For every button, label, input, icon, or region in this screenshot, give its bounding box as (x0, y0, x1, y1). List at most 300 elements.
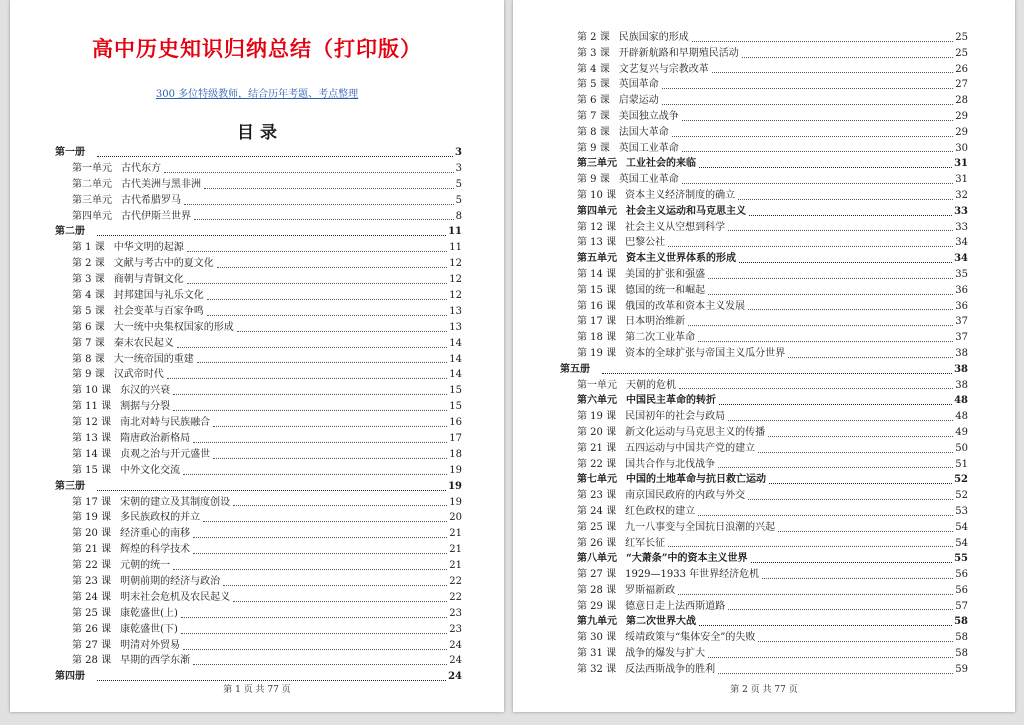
toc-entry-page-number: 48 (954, 395, 968, 407)
toc-entry-page-number: 24 (449, 655, 462, 667)
toc-entry-page-number: 11 (449, 242, 462, 254)
dot-leader (193, 553, 447, 554)
toc-entry-number: 第四单元 (577, 205, 617, 217)
toc-entry-page-number: 13 (449, 321, 462, 333)
toc-entry-title: 明朝前期的经济与政治 (120, 576, 221, 588)
dot-leader (751, 562, 953, 563)
toc-entry-page-number: 52 (954, 474, 968, 486)
dot-leader (204, 188, 454, 189)
toc-entry-lesson[interactable] (55, 240, 462, 256)
dot-leader (237, 331, 448, 332)
toc-entry-number: 第八单元 (577, 553, 617, 565)
dot-leader (769, 483, 952, 484)
toc-entry-lesson[interactable] (560, 172, 968, 188)
toc-entry-title: 古代希腊罗马 (121, 194, 181, 206)
toc-entry-number: 第 3 课 (72, 274, 105, 286)
toc-entry-page-number: 27 (955, 79, 968, 91)
toc-entry-lesson[interactable] (55, 288, 462, 304)
toc-entry-lesson[interactable] (55, 606, 462, 622)
toc-entry-page-number: 18 (449, 448, 462, 460)
dot-leader (668, 546, 953, 547)
toc-entry-unit[interactable] (560, 378, 968, 394)
page-footer: 第 1 页 共 77 页 (223, 685, 291, 695)
toc-entry-unit[interactable] (560, 472, 968, 488)
toc-entry-title: 战争的爆发与扩大 (625, 648, 706, 660)
toc-entry-number: 第四册 (55, 671, 85, 683)
toc-entry-lesson[interactable] (560, 299, 968, 315)
toc-entry-lesson[interactable] (55, 463, 462, 479)
toc-entry-title: 古代伊斯兰世界 (121, 210, 191, 222)
dot-leader (187, 283, 448, 284)
toc-entry-unit[interactable] (560, 551, 968, 567)
toc-entry-page-number: 15 (449, 401, 462, 413)
toc-entry-page-number: 54 (955, 537, 968, 549)
toc-entry-book[interactable] (55, 145, 462, 161)
toc-entry-title: 民族国家的形成 (618, 32, 689, 43)
toc-entry-number: 第 19 课 (577, 411, 617, 423)
toc-entry-page-number: 14 (449, 369, 462, 381)
toc-entry-number: 第 2 课 (577, 32, 610, 43)
toc-entry-number: 第 20 课 (72, 528, 112, 540)
dot-leader (164, 172, 454, 173)
dot-leader (719, 404, 952, 405)
toc-entry-title: 开辟新航路和早期殖民活动 (618, 47, 739, 59)
toc-entry-lesson[interactable] (55, 558, 462, 574)
toc-entry-title: 社会主义从空想到科学 (625, 221, 726, 233)
toc-entry-page-number: 58 (954, 616, 968, 628)
toc-entry-lesson[interactable] (55, 542, 462, 558)
toc-entry-page-number: 36 (955, 284, 968, 296)
toc-entry-number: 第三单元 (577, 158, 617, 170)
toc-entry-number: 第 32 课 (577, 663, 617, 675)
toc-entry-lesson[interactable] (560, 30, 968, 46)
toc-entry-page-number: 11 (448, 226, 462, 238)
toc-entry-number: 第 5 课 (72, 305, 105, 317)
dot-leader (184, 204, 454, 205)
toc-entry-page-number: 19 (449, 496, 462, 508)
toc-entry-page-number: 3 (455, 162, 462, 174)
toc-entry-page-number: 5 (455, 178, 462, 190)
toc-entry-page-number: 24 (448, 671, 462, 683)
toc-entry-title: 红色政权的建立 (625, 505, 696, 517)
toc-entry-page-number: 19 (448, 480, 462, 492)
toc-entry-lesson[interactable] (560, 188, 968, 204)
toc-entry-unit[interactable] (560, 393, 968, 409)
toc-entry-unit[interactable] (560, 204, 968, 220)
dot-leader (788, 357, 953, 358)
dot-leader (193, 664, 447, 665)
toc-entry-page-number: 22 (449, 591, 462, 603)
toc-entry-page-number: 58 (955, 648, 968, 660)
toc-entry-title: 早期的西学东渐 (120, 655, 191, 667)
toc-entry-number: 第 13 课 (577, 237, 617, 249)
toc-entry-page-number: 22 (449, 576, 462, 588)
toc-entry-number: 第 4 课 (72, 290, 105, 301)
toc-entry-unit[interactable] (55, 161, 462, 177)
toc-entry-title: 大一统中央集权国家的形成 (113, 321, 234, 333)
dot-leader (207, 315, 448, 316)
toc-entry-title: 古代东方 (121, 162, 161, 174)
toc-entry-page-number: 54 (955, 521, 968, 533)
toc-entry-lesson[interactable] (55, 304, 462, 320)
document-page-1 (10, 0, 504, 712)
toc-entry-lesson[interactable] (55, 399, 462, 415)
dot-leader (193, 537, 447, 538)
toc-entry-number: 第 24 课 (577, 505, 617, 517)
toc-entry-title: 第二次世界大战 (626, 616, 696, 628)
toc-entry-page-number: 37 (955, 332, 968, 344)
toc-entry-page-number: 35 (955, 268, 968, 280)
toc-entry-lesson[interactable] (55, 383, 462, 399)
toc-entry-title: 美国的扩张和强盛 (625, 268, 706, 280)
toc-entry-page-number: 33 (955, 221, 968, 233)
toc-entry-page-number: 25 (955, 32, 968, 43)
dot-leader (183, 649, 447, 650)
toc-entry-page-number: 21 (449, 560, 462, 572)
dot-leader (217, 267, 448, 268)
toc-entry-number: 第 6 课 (577, 95, 610, 107)
toc-entry-title: “大萧条”中的资本主义世界 (626, 553, 748, 565)
toc-entry-lesson[interactable] (560, 330, 968, 346)
toc-entry-page-number: 20 (449, 512, 462, 524)
dot-leader (768, 436, 953, 437)
toc-entry-number: 第 26 课 (72, 623, 112, 635)
toc-entry-page-number: 31 (955, 174, 968, 186)
toc-entry-page-number: 14 (449, 337, 462, 349)
toc-entry-lesson[interactable] (55, 510, 462, 526)
toc-entry-page-number: 12 (449, 274, 462, 286)
toc-entry-page-number: 17 (449, 433, 462, 445)
toc-entry-page-number: 53 (955, 505, 968, 517)
toc-entry-number: 第 1 课 (72, 242, 105, 254)
toc-entry-lesson[interactable] (560, 488, 968, 504)
toc-entry-title: 俄国的改革和资本主义发展 (625, 300, 746, 312)
toc-entry-title: 明清对外贸易 (120, 639, 181, 651)
toc-entry-title: 启蒙运动 (618, 95, 659, 107)
toc-entry-page-number: 8 (455, 210, 462, 222)
toc-entry-lesson[interactable] (560, 583, 968, 599)
toc-entry-lesson[interactable] (560, 220, 968, 236)
toc-entry-lesson[interactable] (55, 415, 462, 431)
toc-entry-lesson[interactable] (55, 272, 462, 288)
dot-leader (97, 156, 453, 157)
dot-leader (662, 88, 954, 89)
toc-entry-number: 第五单元 (577, 253, 617, 265)
toc-entry-number: 第五册 (560, 363, 590, 375)
document-page-2 (513, 0, 1015, 712)
dot-leader (748, 499, 953, 500)
toc-entry-book[interactable] (55, 669, 462, 685)
toc-entry-number: 第 6 课 (72, 321, 105, 333)
dot-leader (748, 309, 953, 310)
toc-entry-title: 英国工业革命 (618, 174, 679, 186)
toc-entry-title: 红军长征 (625, 537, 666, 549)
toc-entry-number: 第 22 课 (72, 560, 112, 572)
toc-entry-page-number: 38 (954, 363, 968, 375)
toc-entry-number: 第 9 课 (577, 142, 610, 154)
toc-entry-page-number: 29 (955, 126, 968, 138)
dot-leader (193, 442, 447, 443)
dot-leader (738, 199, 953, 200)
dot-leader (682, 120, 954, 121)
toc-entry-page-number: 12 (449, 290, 462, 301)
toc-entry-number: 第 2 课 (72, 258, 105, 270)
toc-entry-title: 反法西斯战争的胜利 (625, 663, 716, 675)
toc-entry-title: 割据与分裂 (120, 401, 171, 413)
toc-entry-lesson[interactable] (560, 504, 968, 520)
toc-entry-lesson[interactable] (560, 409, 968, 425)
toc-entry-number: 第 8 课 (72, 353, 105, 365)
dot-leader (181, 617, 447, 618)
toc-entry-title: 工业社会的来临 (626, 158, 696, 170)
toc-entry-title: 民国初年的社会与政局 (625, 411, 726, 423)
toc-entry-page-number: 38 (955, 379, 968, 391)
dot-leader (233, 601, 447, 602)
toc-entry-number: 第 15 课 (72, 464, 112, 476)
toc-entry-page-number: 14 (449, 353, 462, 365)
toc-entry-title: 贞观之治与开元盛世 (120, 448, 211, 460)
toc-entry-title: 东汉的兴衰 (120, 385, 171, 397)
toc-entry-lesson[interactable] (55, 638, 462, 654)
toc-entry-lesson[interactable] (560, 125, 968, 141)
toc-entry-page-number: 30 (955, 142, 968, 154)
toc-entry-number: 第三单元 (72, 194, 112, 206)
toc-entry-title: 日本明治维新 (625, 316, 686, 328)
toc-entry-title: 社会主义运动和马克思主义 (626, 205, 746, 217)
toc-entry-page-number: 36 (955, 300, 968, 312)
toc-entry-lesson[interactable] (560, 599, 968, 615)
toc-entry-number: 第 9 课 (577, 174, 610, 186)
dot-leader (602, 373, 952, 374)
toc-entry-lesson[interactable] (55, 256, 462, 272)
dot-leader (682, 151, 954, 152)
dot-leader (728, 609, 953, 610)
toc-entry-number: 第 17 课 (577, 316, 617, 328)
toc-entry-title: 德国的统一和崛起 (625, 284, 706, 296)
toc-entry-number: 第 10 课 (577, 189, 617, 201)
toc-entry-number: 第 22 课 (577, 458, 617, 470)
dot-leader (97, 680, 446, 681)
toc-entry-page-number: 21 (449, 544, 462, 556)
toc-entry-lesson[interactable] (55, 654, 462, 670)
toc-entry-book[interactable] (55, 224, 462, 240)
table-of-contents (560, 30, 968, 678)
toc-entry-lesson[interactable] (55, 447, 462, 463)
toc-entry-page-number: 49 (955, 426, 968, 438)
toc-entry-lesson[interactable] (55, 320, 462, 336)
toc-entry-lesson[interactable] (560, 93, 968, 109)
toc-entry-lesson[interactable] (55, 336, 462, 352)
toc-entry-number: 第 4 课 (577, 63, 610, 75)
dot-leader (223, 585, 447, 586)
toc-entry-unit[interactable] (560, 156, 968, 172)
dot-leader (708, 657, 953, 658)
toc-entry-lesson[interactable] (55, 367, 462, 383)
toc-entry-title: 南北对峙与民族融合 (120, 417, 211, 429)
toc-entry-number: 第一册 (55, 146, 85, 158)
toc-entry-number: 第七单元 (577, 474, 617, 486)
subtitle-link[interactable]: 300 多位特级教师，结合历年考题、考点整理 (155, 89, 359, 100)
toc-entry-title: 封邦建国与礼乐文化 (113, 290, 204, 301)
toc-entry-book[interactable] (560, 362, 968, 378)
toc-entry-lesson[interactable] (55, 590, 462, 606)
toc-entry-lesson[interactable] (560, 267, 968, 283)
toc-entry-number: 第 7 课 (577, 110, 610, 122)
toc-entry-lesson[interactable] (560, 536, 968, 552)
toc-entry-title: 南京国民政府的内政与外交 (625, 490, 746, 502)
toc-entry-lesson[interactable] (55, 574, 462, 590)
toc-entry-number: 第 21 课 (577, 442, 617, 454)
toc-entry-title: 五四运动与中国共产党的建立 (625, 442, 756, 454)
toc-entry-number: 第 10 课 (72, 385, 112, 397)
toc-entry-number: 第 28 课 (577, 584, 617, 596)
toc-entry-title: 天朝的危机 (626, 379, 676, 391)
toc-entry-title: 隋唐政治新格局 (120, 433, 191, 445)
toc-entry-title: 1929—1933 年世界经济危机 (625, 569, 760, 581)
dot-leader (197, 362, 448, 363)
page-footer: 第 2 页 共 77 页 (730, 685, 798, 695)
toc-entry-number: 第 14 课 (72, 448, 112, 460)
toc-entry-page-number: 16 (449, 417, 462, 429)
toc-entry-title: 法国大革命 (618, 126, 669, 138)
toc-entry-page-number: 33 (954, 205, 968, 217)
toc-entry-page-number: 32 (955, 189, 968, 201)
toc-entry-page-number: 31 (954, 158, 968, 170)
toc-entry-lesson[interactable] (560, 441, 968, 457)
dot-leader (699, 625, 952, 626)
toc-entry-lesson[interactable] (560, 457, 968, 473)
dot-leader (708, 278, 953, 279)
dot-leader (749, 215, 952, 216)
toc-entry-number: 第 29 课 (577, 600, 617, 612)
toc-entry-number: 第 8 课 (577, 126, 610, 138)
dot-leader (233, 505, 447, 506)
dot-leader (167, 378, 448, 379)
toc-entry-number: 第 27 课 (72, 639, 112, 651)
toc-entry-page-number: 38 (955, 347, 968, 359)
toc-entry-page-number: 15 (449, 385, 462, 397)
toc-entry-title: 罗斯福新政 (625, 584, 676, 596)
toc-entry-title: 英国革命 (618, 79, 659, 91)
dot-leader (739, 262, 952, 263)
toc-entry-lesson[interactable] (560, 77, 968, 93)
toc-entry-lesson[interactable] (560, 646, 968, 662)
dot-leader (728, 420, 953, 421)
toc-entry-lesson[interactable] (55, 622, 462, 638)
toc-entry-number: 第六单元 (577, 395, 617, 407)
dot-leader (679, 388, 953, 389)
toc-entry-page-number: 57 (955, 600, 968, 612)
toc-entry-title: 中外文化交流 (120, 464, 181, 476)
toc-entry-title: 文献与考古中的夏文化 (113, 258, 214, 270)
toc-entry-lesson[interactable] (560, 567, 968, 583)
toc-entry-lesson[interactable] (560, 630, 968, 646)
toc-entry-lesson[interactable] (55, 352, 462, 368)
toc-entry-lesson[interactable] (560, 425, 968, 441)
table-of-contents (55, 145, 462, 685)
toc-entry-number: 第 24 课 (72, 591, 112, 603)
toc-entry-lesson[interactable] (560, 235, 968, 251)
toc-entry-number: 第 11 课 (72, 401, 112, 413)
toc-entry-title: 文艺复兴与宗教改革 (618, 63, 709, 75)
toc-entry-title: 多民族政权的并立 (120, 512, 201, 524)
toc-entry-unit[interactable] (560, 614, 968, 630)
toc-entry-number: 第 7 课 (72, 337, 105, 349)
toc-entry-lesson[interactable] (560, 346, 968, 362)
toc-entry-number: 第九单元 (577, 616, 617, 628)
toc-entry-page-number: 12 (449, 258, 462, 270)
toc-entry-title: 资本主义世界体系的形成 (626, 253, 736, 265)
dot-leader (758, 452, 953, 453)
toc-entry-lesson[interactable] (560, 46, 968, 62)
toc-entry-page-number: 51 (955, 458, 968, 470)
toc-entry-title: 德意日走上法西斯道路 (625, 600, 726, 612)
toc-entry-page-number: 26 (955, 63, 968, 75)
toc-entry-book[interactable] (55, 479, 462, 495)
toc-entry-number: 第三册 (55, 480, 85, 492)
toc-entry-lesson[interactable] (560, 62, 968, 78)
toc-entry-page-number: 19 (449, 464, 462, 476)
dot-leader (207, 299, 448, 300)
toc-entry-number: 第 26 课 (577, 537, 617, 549)
dot-leader (688, 325, 953, 326)
dot-leader (758, 641, 953, 642)
toc-entry-title: 经济重心的南移 (120, 528, 191, 540)
toc-entry-lesson[interactable] (560, 314, 968, 330)
dot-leader (181, 633, 447, 634)
dot-leader (668, 246, 953, 247)
toc-entry-number: 第 12 课 (577, 221, 617, 233)
dot-leader (682, 183, 954, 184)
toc-entry-number: 第 30 课 (577, 632, 617, 644)
toc-entry-unit[interactable] (55, 209, 462, 225)
toc-entry-unit[interactable] (55, 177, 462, 193)
toc-entry-page-number: 56 (955, 569, 968, 581)
toc-entry-number: 第 15 课 (577, 284, 617, 296)
toc-entry-lesson[interactable] (560, 141, 968, 157)
toc-entry-page-number: 13 (449, 305, 462, 317)
toc-entry-lesson[interactable] (560, 109, 968, 125)
toc-entry-number: 第 9 课 (72, 369, 105, 381)
dot-leader (699, 167, 952, 168)
toc-entry-unit[interactable] (560, 251, 968, 267)
toc-entry-lesson[interactable] (55, 526, 462, 542)
toc-entry-number: 第二册 (55, 226, 85, 238)
toc-entry-title: 新文化运动与马克思主义的传播 (625, 426, 766, 438)
toc-entry-lesson[interactable] (55, 431, 462, 447)
toc-entry-number: 第 19 课 (577, 347, 617, 359)
toc-entry-number: 第 25 课 (72, 607, 112, 619)
toc-entry-lesson[interactable] (560, 283, 968, 299)
toc-entry-lesson[interactable] (55, 495, 462, 511)
toc-entry-number: 第 25 课 (577, 521, 617, 533)
toc-entry-page-number: 34 (954, 253, 968, 265)
dot-leader (213, 426, 447, 427)
toc-entry-unit[interactable] (55, 193, 462, 209)
toc-entry-lesson[interactable] (560, 520, 968, 536)
toc-entry-title: 第二次工业革命 (625, 332, 696, 344)
toc-entry-page-number: 50 (955, 442, 968, 454)
dot-leader (662, 104, 954, 105)
toc-entry-page-number: 59 (955, 663, 968, 675)
toc-entry-lesson[interactable] (560, 662, 968, 678)
dot-leader (173, 394, 447, 395)
toc-entry-title: 康乾盛世(下) (120, 623, 178, 635)
toc-entry-title: 资本的全球扩张与帝国主义瓜分世界 (625, 347, 786, 359)
dot-leader (708, 294, 953, 295)
toc-entry-title: 中国民主革命的转折 (626, 395, 716, 407)
dot-leader (712, 72, 954, 73)
